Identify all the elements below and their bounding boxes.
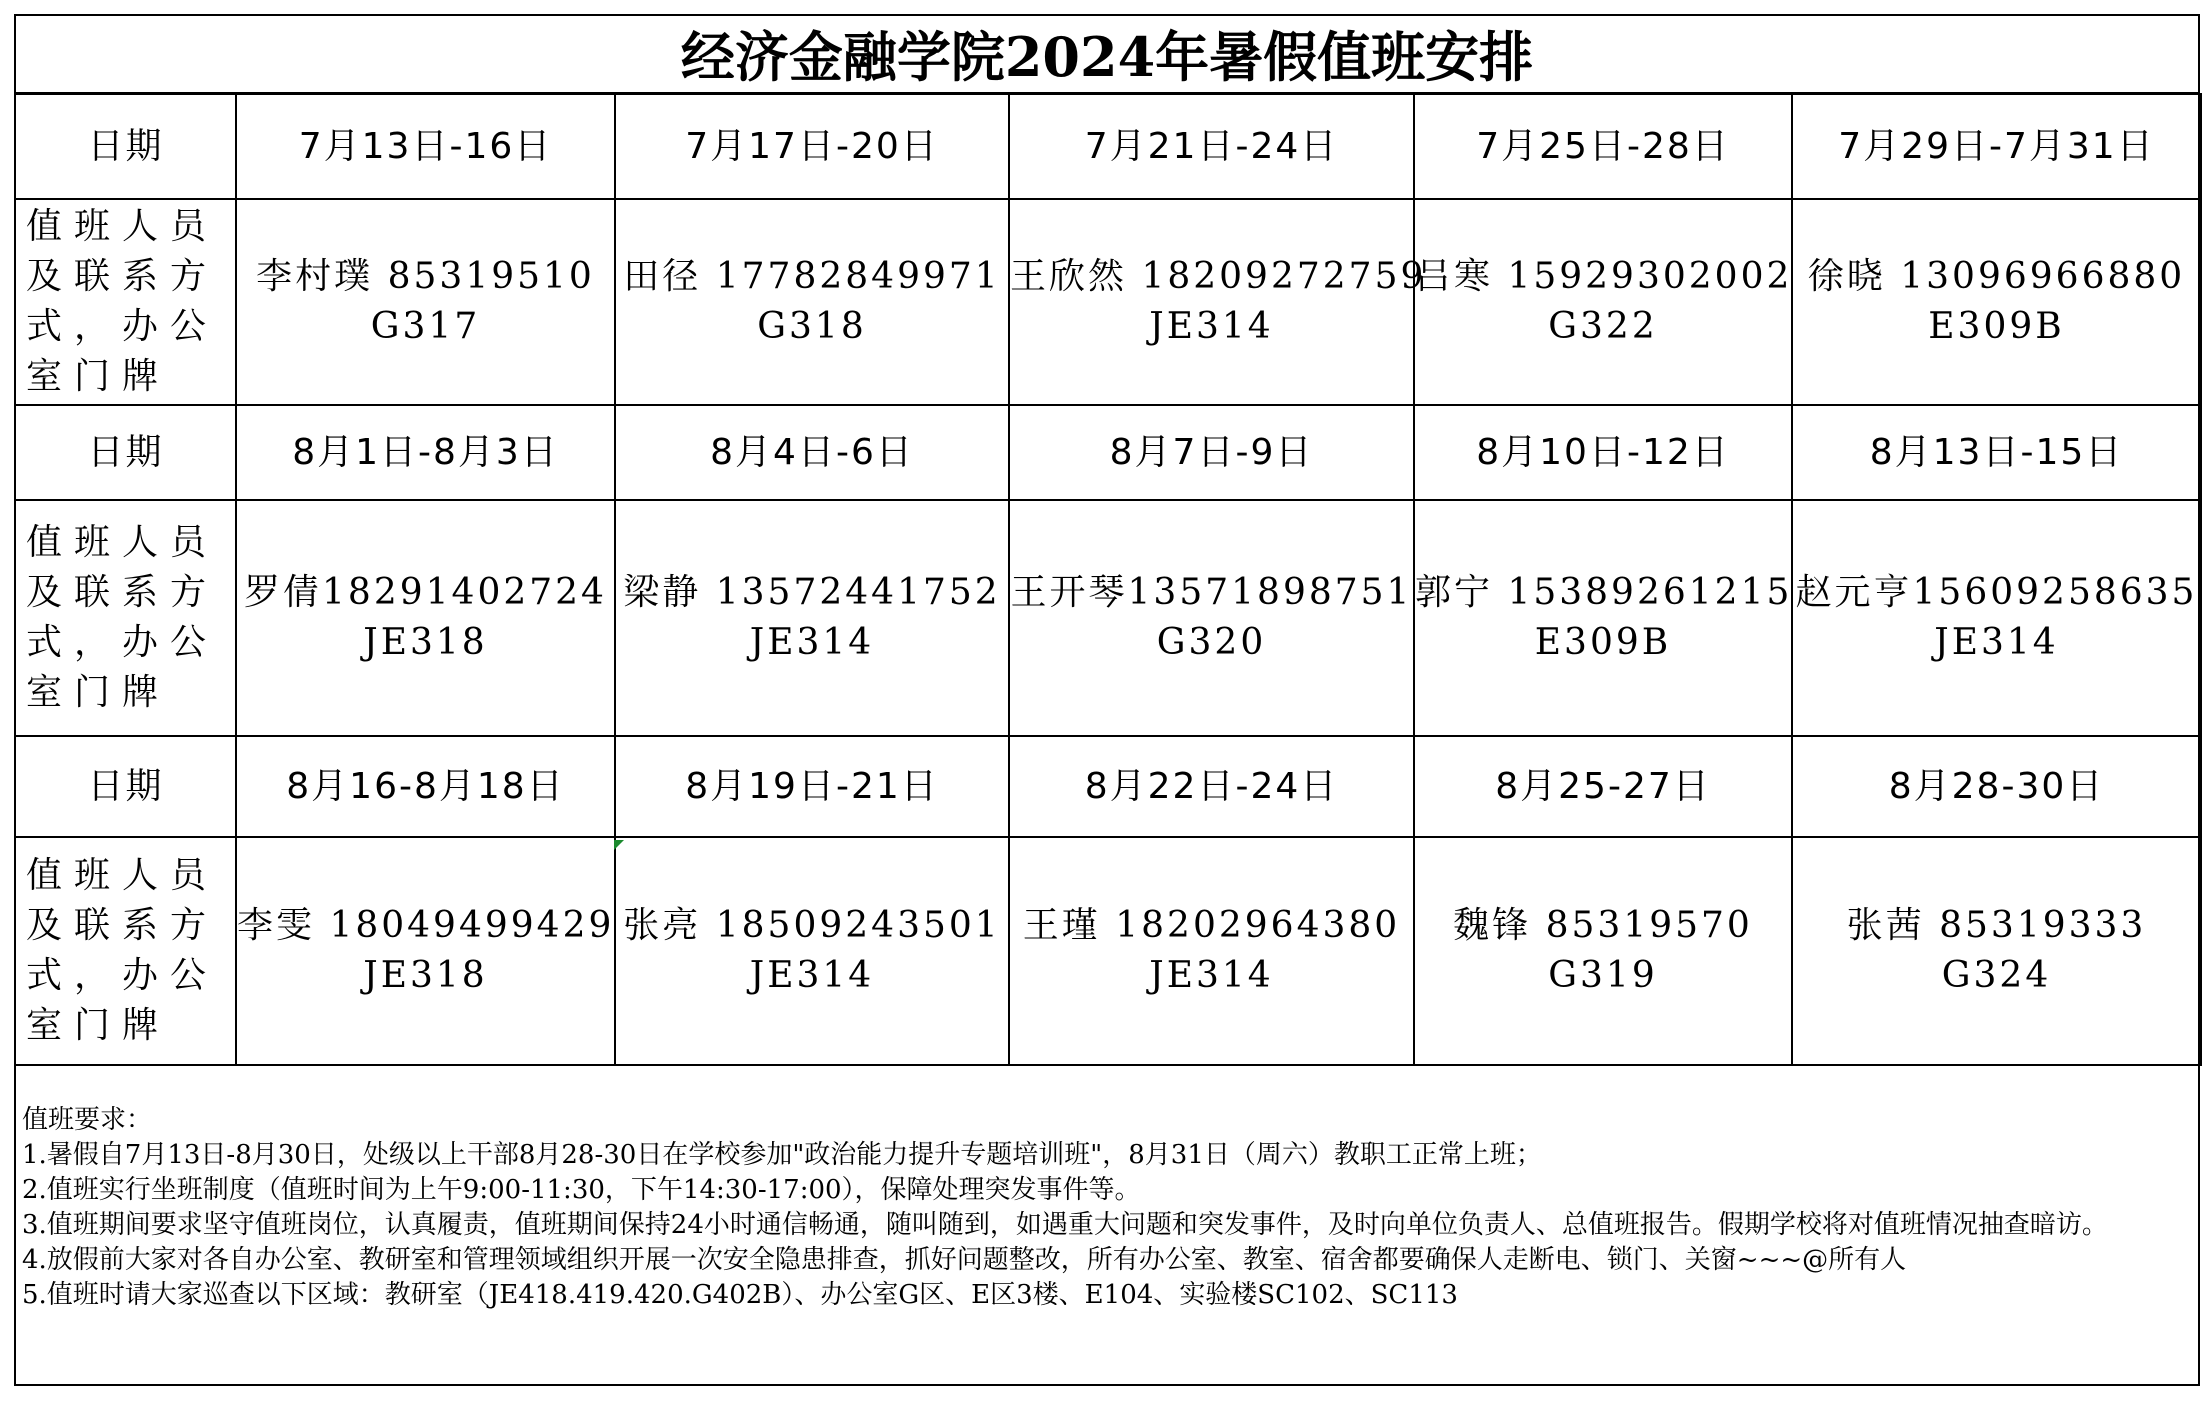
duty-person-cell xyxy=(1414,199,1792,405)
date-range-cell: 8月19日-21日 xyxy=(615,736,1009,837)
office-room: G324 xyxy=(1941,955,2052,996)
page-title: 经济金融学院2024年暑假值班安排 xyxy=(14,14,2200,94)
date-range-cell: 8月25-27日 xyxy=(1414,736,1792,837)
date-range-cell: 7月21日-24日 xyxy=(1009,94,1414,199)
duty-row xyxy=(15,500,2201,736)
duty-person-cell xyxy=(236,199,615,405)
office-room: JE318 xyxy=(363,955,488,996)
office-room: G320 xyxy=(1156,622,1267,663)
office-room: G322 xyxy=(1548,306,1658,347)
date-range-cell: 7月17日-20日 xyxy=(615,94,1009,199)
duty-row-label: 值班人员及联系方式，办公室门牌 xyxy=(15,199,236,405)
requirement-item: 4.放假前大家对各自办公室、教研室和管理领域组织开展一次安全隐患排查，抓好问题整改，所有办公室、教室、宿舍都要确保人走断电、锁门、关窗~~~@所有人 xyxy=(22,1245,1907,1275)
date-row xyxy=(15,94,2201,199)
person-name-phone: 李村璞 85319510 xyxy=(256,256,595,297)
date-range-cell: 8月1日-8月3日 xyxy=(236,405,615,500)
date-row-label: 日期 xyxy=(15,405,236,500)
duty-person-cell xyxy=(615,837,1009,1065)
duty-person-cell xyxy=(236,500,615,736)
office-room: JE314 xyxy=(1149,955,1274,996)
office-room: E309B xyxy=(1928,306,2065,347)
requirements-heading: 值班要求： xyxy=(22,1105,153,1135)
person-name-phone: 魏锋 85319570 xyxy=(1453,905,1753,946)
date-range-cell: 8月10日-12日 xyxy=(1414,405,1792,500)
date-row xyxy=(15,736,2201,837)
requirement-item: 1.暑假自7月13日-8月30日，处级以上干部8月28-30日在学校参加"政治能力提升专题培训班"，8月31日（周六）教职工正常上班； xyxy=(22,1140,1542,1170)
office-room: G317 xyxy=(370,306,481,347)
requirement-item: 5.值班时请大家巡查以下区域：教研室（JE418.419.420.G402B）、办公室G区、E区3楼、E104、实验楼SC102、SC113 xyxy=(22,1280,1458,1310)
office-room: G318 xyxy=(757,306,867,347)
duty-row xyxy=(15,837,2201,1065)
duty-row-label: 值班人员及联系方式，办公室门牌 xyxy=(15,500,236,736)
date-range-cell: 8月7日-9日 xyxy=(1009,405,1414,500)
duty-person-cell xyxy=(1009,837,1414,1065)
duty-person-cell xyxy=(615,199,1009,405)
date-row xyxy=(15,405,2201,500)
duty-person-cell xyxy=(1792,837,2201,1065)
date-range-cell: 7月25日-28日 xyxy=(1414,94,1792,199)
person-name-phone: 罗倩18291402724 xyxy=(244,572,607,613)
requirement-item: 3.值班期间要求坚守值班岗位，认真履责，值班期间保持24小时通信畅通，随叫随到，如遇重大问题和突发事件，及时向单位负责人、总值班报告。假期学校将对值班情况抽查暗访。 xyxy=(22,1210,2108,1240)
office-room: JE314 xyxy=(749,955,875,996)
person-name-phone: 梁静 13572441752 xyxy=(623,572,1001,613)
office-room: JE314 xyxy=(749,622,875,663)
duty-person-cell xyxy=(236,837,615,1065)
schedule-table xyxy=(14,93,2202,1066)
duty-person-cell xyxy=(1414,837,1792,1065)
requirement-item: 2.值班实行坐班制度（值班时间为上午9:00-11:30，下午14:30-17:00），保障处理突发事件等。 xyxy=(22,1175,1141,1205)
person-name-phone: 郭宁 15389261215 xyxy=(1415,572,1793,613)
office-room: G319 xyxy=(1548,955,1658,996)
person-name-phone: 王开琴13571898751 xyxy=(1010,572,1413,613)
date-range-cell: 8月4日-6日 xyxy=(615,405,1009,500)
person-name-phone: 吕寒 15929302002 xyxy=(1415,256,1793,297)
person-name-phone: 徐晓 13096966880 xyxy=(1807,256,2186,297)
date-range-cell: 8月22日-24日 xyxy=(1009,736,1414,837)
duty-person-cell xyxy=(1009,500,1414,736)
duty-row-label: 值班人员及联系方式，办公室门牌 xyxy=(15,837,236,1065)
duty-person-cell xyxy=(1792,500,2201,736)
person-name-phone: 李雯 18049499429 xyxy=(237,905,615,946)
duty-row xyxy=(15,199,2201,405)
person-name-phone: 王瑾 18202964380 xyxy=(1022,905,1401,946)
duty-person-cell xyxy=(615,500,1009,736)
duty-requirements xyxy=(22,1103,2192,1313)
office-room: JE314 xyxy=(1149,306,1274,347)
date-range-cell: 7月13日-16日 xyxy=(236,94,615,199)
duty-person-cell xyxy=(1009,199,1427,405)
date-range-cell: 8月16-8月18日 xyxy=(236,736,615,837)
date-range-cell: 8月13日-15日 xyxy=(1792,405,2201,500)
person-name-phone: 田径 17782849971 xyxy=(623,256,1001,297)
date-range-cell: 7月29日-7月31日 xyxy=(1792,94,2201,199)
office-room: JE314 xyxy=(1934,622,2059,663)
date-range-cell: 8月28-30日 xyxy=(1792,736,2201,837)
office-room: E309B xyxy=(1534,622,1672,663)
person-name-phone: 张亮 18509243501 xyxy=(623,905,1001,946)
duty-person-cell xyxy=(1792,199,2201,405)
person-name-phone: 张茜 85319333 xyxy=(1846,905,2147,946)
duty-person-cell xyxy=(1414,500,1792,736)
office-room: JE318 xyxy=(363,622,488,663)
cell-comment-marker xyxy=(614,840,624,850)
date-row-label: 日期 xyxy=(15,736,236,837)
person-name-phone: 王欣然 18209272759 xyxy=(1010,256,1427,297)
date-row-label: 日期 xyxy=(15,94,236,199)
person-name-phone: 赵元亨15609258635 xyxy=(1795,572,2198,613)
